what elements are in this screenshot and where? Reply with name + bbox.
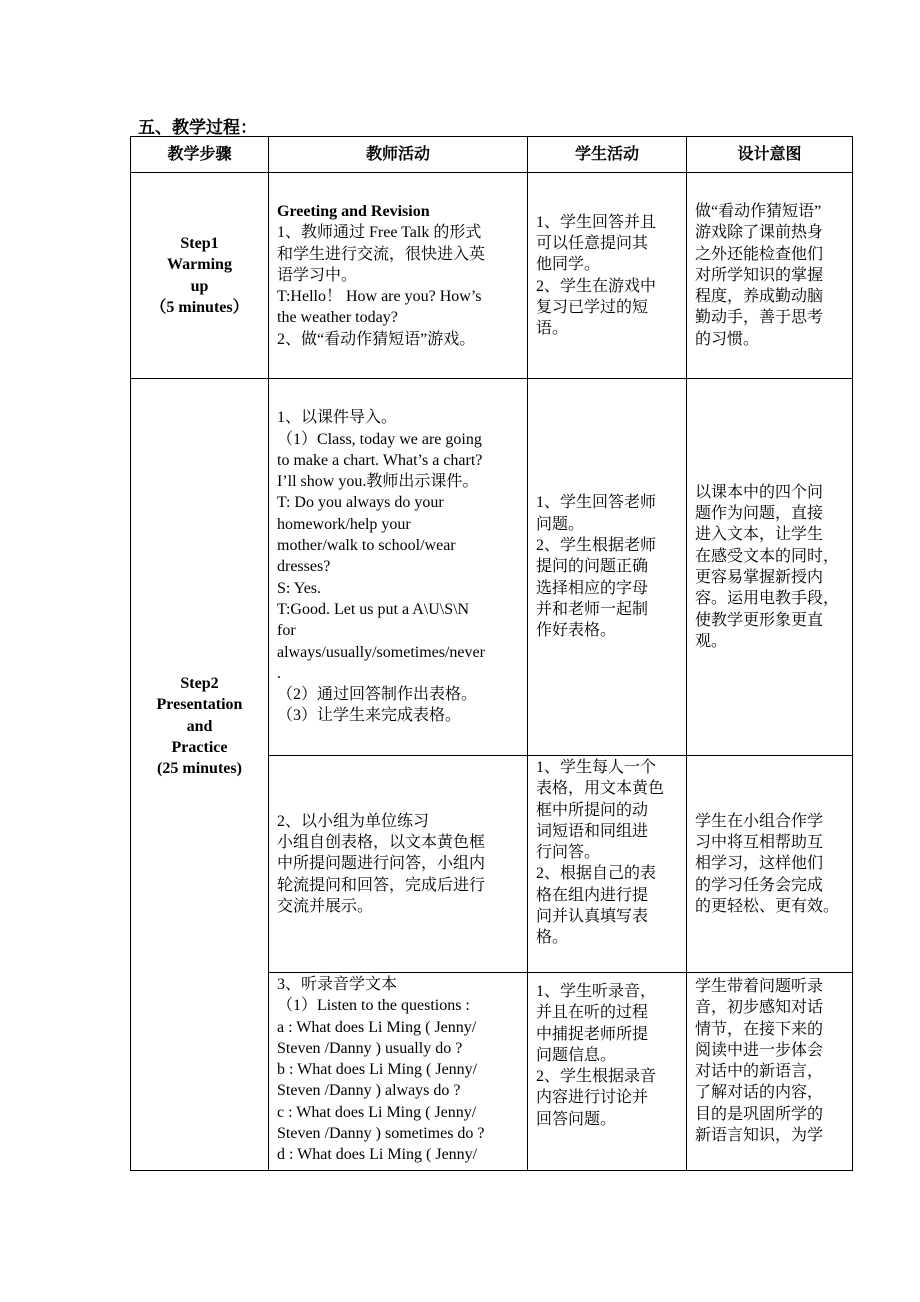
text-line: 目的是巩固所学的 <box>695 1105 824 1123</box>
text-line: 问题信息。 <box>536 1046 617 1064</box>
text-line: 1、学生每人一个 <box>536 759 657 776</box>
text-line: 相学习，这样他们 <box>695 855 824 873</box>
text-line: 使教学更形象更直 <box>695 611 824 629</box>
header-step: 教学步骤 <box>130 136 269 173</box>
text-line: Steven /Danny ) usually do ? <box>277 1039 463 1057</box>
text-line: （2）通过回答制作出表格。 <box>277 686 478 704</box>
text-line: homework/help your <box>277 515 411 533</box>
text-line: 选择相应的字母 <box>536 579 649 597</box>
text-line: 表格，用文本黄色 <box>536 780 665 798</box>
step1-cell <box>130 172 269 379</box>
section-title: 五、教学过程： <box>138 118 257 137</box>
text-line: （1）Class, today we are going <box>277 430 482 448</box>
text-line: 框中所提问的动 <box>536 801 649 819</box>
text-line: 2、学生根据录音 <box>536 1068 657 1086</box>
text-line: 格。 <box>536 929 569 947</box>
text-line: 3、听录音学文本 <box>277 976 398 993</box>
header-teacher: 教师活动 <box>268 136 528 173</box>
header-student: 学生活动 <box>527 136 687 173</box>
text-line: 回答问题。 <box>536 1110 617 1128</box>
text-line: 的更轻松、更有效。 <box>695 897 840 915</box>
text-line: 1、学生回答并且 <box>536 213 657 231</box>
text-line: 内容进行讨论并 <box>536 1089 649 1107</box>
text-line: T:Good. Let us put a A\U\S\N <box>277 600 470 618</box>
text-line: 2、学生在游戏中 <box>536 277 657 295</box>
text-line: 并和老师一起制 <box>536 600 649 618</box>
text-line: 2、以小组为单位练习 <box>277 812 430 830</box>
text-line: Practice <box>171 738 228 756</box>
text-line: 习中将互相帮助互 <box>695 834 824 852</box>
text-line: to make a chart. What’s a chart? <box>277 451 483 469</box>
text-line: c : What does Li Ming ( Jenny/ <box>277 1103 477 1121</box>
text-line: 问并认真填写表 <box>536 908 649 926</box>
text-line: Step2 <box>180 675 219 692</box>
text-line: 观。 <box>695 632 728 650</box>
text-line: （5 minutes） <box>150 298 249 316</box>
header-intent: 设计意图 <box>686 136 853 173</box>
text-line: 情节，在接下来的 <box>695 1020 824 1038</box>
text-line: 题作为问题，直接 <box>695 505 824 523</box>
text-line: up <box>190 277 209 295</box>
step2-cell <box>130 378 269 1171</box>
text-line: 学生带着问题听录 <box>695 978 824 995</box>
text-line: 复习已学过的短 <box>536 298 649 316</box>
step2c-student-cell <box>527 972 687 1171</box>
text-line: （1）Listen to the questions : <box>277 997 470 1015</box>
text-line: 问题。 <box>536 515 585 533</box>
text-line: for <box>277 622 296 640</box>
text-line: S: Yes. <box>277 579 322 597</box>
text-line: 2、做“看动作猜短语”游戏。 <box>277 330 476 348</box>
step1-teacher-cell <box>268 172 528 379</box>
text-line: Step1 <box>180 234 219 252</box>
text-line: I’ll show you.教师出示课件。 <box>277 473 479 491</box>
text-line: always/usually/sometimes/never <box>277 643 485 661</box>
text-line: 容。运用电教手段， <box>695 590 840 608</box>
text-line: and <box>186 717 213 735</box>
text-line: dresses? <box>277 558 331 576</box>
text-line: 阅读中进一步体会 <box>695 1041 824 1059</box>
text-line: Steven /Danny ) always do ? <box>277 1082 461 1100</box>
text-line: 和学生进行交流，很快进入英 <box>277 245 486 263</box>
text-line: （3）让学生来完成表格。 <box>277 707 462 725</box>
text-line: a : What does Li Ming ( Jenny/ <box>277 1018 477 1036</box>
text-line: T:Hello！ How are you? How’s <box>277 288 482 306</box>
text-line: 进入文本，让学生 <box>695 526 824 544</box>
text-line: 做“看动作猜短语” <box>695 202 822 220</box>
text-line: 更容易掌握新授内 <box>695 569 824 586</box>
text-line: 语学习中。 <box>277 266 358 284</box>
text-line: 对话中的新语言， <box>695 1063 824 1081</box>
text-line: 中捕捉老师所提 <box>536 1025 649 1043</box>
step2a-intent-cell <box>686 378 853 756</box>
text-line: 词短语和同组进 <box>536 822 649 840</box>
step2a-student-cell <box>527 378 687 756</box>
text-line: the weather today? <box>277 309 398 327</box>
text-line: Presentation <box>156 696 243 714</box>
text-line: Warming <box>167 256 232 274</box>
text-line: 学生在小组合作学 <box>695 812 824 830</box>
text-line: 的学习任务会完成 <box>695 876 824 894</box>
text-line: (25 minutes) <box>157 760 242 778</box>
text-line: Greeting and Revision <box>277 202 430 220</box>
text-line: 新语言知识，为学 <box>695 1127 824 1145</box>
text-line: 语。 <box>536 320 569 338</box>
step1-student-cell <box>527 172 687 379</box>
text-line: 游戏除了课前热身 <box>695 224 824 242</box>
text-line: 作好表格。 <box>536 622 617 640</box>
text-line: 以课本中的四个问 <box>695 483 824 501</box>
step2c-teacher-cell <box>268 972 528 1171</box>
text-line: Steven /Danny ) sometimes do ? <box>277 1125 485 1143</box>
text-line: 并且在听的过程 <box>536 1004 649 1022</box>
text-line: 提问的问题正确 <box>536 558 649 576</box>
text-line: 中所提问题进行问答，小组内 <box>277 855 486 873</box>
text-line: 之外还能检查他们 <box>695 245 824 263</box>
text-line: 了解对话的内容， <box>695 1084 824 1102</box>
text-line: 1、学生回答老师 <box>536 494 657 512</box>
text-line: 在感受文本的同时， <box>695 547 840 565</box>
text-line: mother/walk to school/wear <box>277 537 456 555</box>
text-line: T: Do you always do your <box>277 494 444 512</box>
text-line: . <box>277 664 281 682</box>
text-line: 格在组内进行提 <box>536 886 649 904</box>
text-line: 1、以课件导入。 <box>277 409 398 427</box>
step2b-teacher-cell <box>268 755 528 973</box>
text-line: 的习惯。 <box>695 330 760 348</box>
text-line: 1、教师通过 Free Talk 的形式 <box>277 224 482 242</box>
text-line: 音，初步感知对话 <box>695 999 824 1017</box>
text-line: 行问答。 <box>536 844 601 862</box>
text-line: 可以任意提问其 <box>536 234 649 252</box>
step1-intent-cell <box>686 172 853 379</box>
text-line: 2、学生根据老师 <box>536 537 657 555</box>
step2c-intent-cell <box>686 972 853 1171</box>
text-line: d : What does Li Ming ( Jenny/ <box>277 1146 478 1164</box>
step2a-teacher-cell <box>268 378 528 756</box>
text-line: 程度，养成勤动脑 <box>695 288 824 306</box>
text-line: 2、根据自己的表 <box>536 865 657 883</box>
text-line: 勤动手，善于思考 <box>695 309 824 327</box>
text-line: b : What does Li Ming ( Jenny/ <box>277 1061 478 1079</box>
text-line: 对所学知识的掌握 <box>695 266 824 284</box>
text-line: 轮流提问和回答，完成后进行 <box>277 876 486 894</box>
text-line: 交流并展示。 <box>277 897 374 915</box>
step2b-intent-cell <box>686 755 853 973</box>
text-line: 1、学生听录音， <box>536 983 657 1000</box>
text-line: 小组自创表格，以文本黄色框 <box>277 834 486 852</box>
step2b-student-cell <box>527 755 687 973</box>
text-line: 他同学。 <box>536 256 601 274</box>
